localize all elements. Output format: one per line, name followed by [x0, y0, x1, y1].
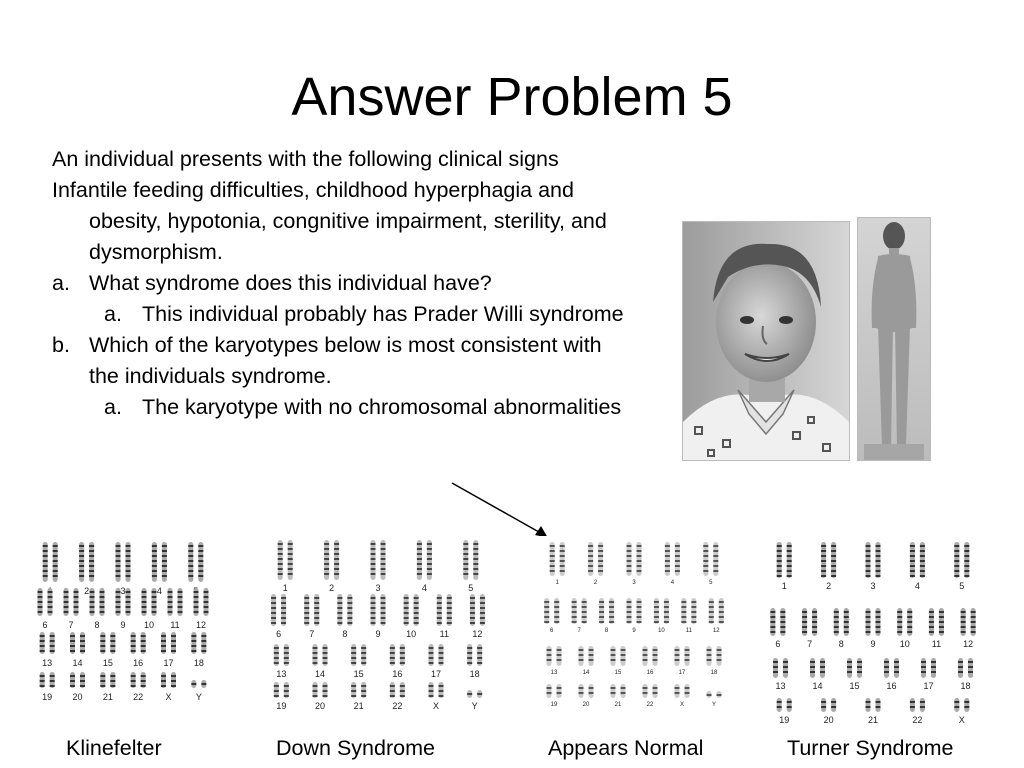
chromosome-number: 11 — [170, 620, 180, 630]
chromosome-pair — [810, 658, 825, 678]
answer-b-marker: a. — [104, 395, 122, 419]
chromosome-pair — [707, 646, 722, 666]
intro-text: An individual presents with the following clinical signs — [52, 147, 559, 171]
chromosome-number: 10 — [406, 629, 417, 639]
chromosome-pair — [161, 672, 176, 688]
chromosome-pair — [834, 608, 849, 636]
chromosome-number: 6 — [775, 639, 781, 649]
chromosome-number: 2 — [329, 583, 335, 593]
answer-b-text: The karyotype with no chromosomal abnormalities — [142, 395, 622, 419]
chromosome-number: 3 — [870, 581, 876, 591]
chromosome-pair — [194, 588, 209, 616]
chromosome-pair — [707, 691, 722, 698]
chromosome-pair — [191, 632, 206, 654]
chromosome-pair — [100, 632, 115, 654]
chromosome-number: 8 — [604, 628, 609, 634]
chromosome-pair — [929, 608, 944, 636]
bullet-list — [52, 144, 632, 423]
chromosome-pair — [467, 644, 482, 666]
chromosome-number: 8 — [838, 639, 844, 649]
chromosome-pair — [961, 608, 976, 636]
chromosome-number: 17 — [923, 681, 934, 691]
chromosome-pair — [547, 684, 562, 698]
chromosome-number: 7 — [577, 628, 581, 634]
chromosome-pair — [142, 588, 157, 616]
chromosome-pair — [131, 672, 146, 688]
chromosome-pair — [681, 598, 696, 624]
chromosome-pair — [921, 658, 936, 678]
chromosome-number: 22 — [133, 692, 144, 702]
chromosome-pair — [417, 540, 432, 580]
chromosome-number: 12 — [472, 629, 483, 639]
question-b-marker: b. — [52, 333, 70, 357]
chromosome-pair — [773, 658, 788, 678]
answer-a — [52, 299, 632, 330]
chromosome-pair — [627, 598, 642, 624]
chromosome-number: 1 — [282, 583, 288, 593]
chromosome-number: 11 — [931, 639, 942, 649]
chromosome-pair — [572, 598, 587, 624]
chromosome-number: X — [432, 701, 440, 711]
chromosome-number: 20 — [582, 702, 590, 708]
chromosome-number: 18 — [710, 670, 718, 676]
chromosome-number: 17 — [678, 670, 686, 676]
caption-down-syndrome: Down Syndrome — [276, 736, 435, 760]
chromosome-number: 15 — [102, 658, 113, 668]
chromosome-number: 13 — [775, 681, 786, 691]
chromosome-number: X — [165, 692, 172, 702]
chromosome-pair — [70, 632, 85, 654]
chromosome-pair — [643, 646, 658, 666]
chromosome-number: 6 — [276, 629, 282, 639]
chromosome-pair — [116, 542, 131, 582]
chromosome-pair — [770, 608, 785, 636]
chromosome-number: 13 — [276, 669, 287, 679]
chromosome-pair — [847, 658, 862, 678]
chromosome-pair — [544, 598, 559, 624]
chromosome-pair — [168, 588, 183, 616]
chromosome-number: 11 — [685, 628, 692, 634]
chromosome-pair — [152, 542, 167, 582]
chromosome-pair — [304, 594, 319, 626]
chromosome-pair — [100, 672, 115, 688]
chromosome-number: 9 — [375, 629, 381, 639]
chromosome-number: 7 — [807, 639, 813, 649]
chromosome-number: 16 — [392, 669, 403, 679]
chromosome-pair — [313, 682, 328, 698]
chromosome-pair — [579, 684, 594, 698]
chromosome-pair — [188, 542, 203, 582]
chromosome-number: 7 — [309, 629, 315, 639]
chromosome-number: 18 — [960, 681, 971, 691]
chromosome-pair — [274, 644, 289, 666]
chromosome-pair — [627, 542, 642, 576]
chromosome-pair — [777, 698, 792, 712]
chromosome-number: Y — [711, 702, 717, 708]
chromosome-number: 19 — [779, 715, 790, 725]
chromosome-number: Y — [195, 692, 202, 702]
chromosome-number: 14 — [314, 669, 326, 679]
chromosome-pair — [910, 698, 925, 712]
chromosome-pair — [675, 684, 690, 698]
chromosome-pair — [463, 540, 478, 580]
chromosome-number: 15 — [614, 670, 622, 676]
chromosome-pair — [802, 608, 817, 636]
chromosome-number: 5 — [709, 580, 713, 586]
question-a-text: What syndrome does this individual have? — [89, 271, 492, 295]
chromosome-pair — [437, 594, 452, 626]
chromosome-number: 16 — [133, 658, 144, 668]
chromosome-number: 12 — [963, 639, 974, 649]
chromosome-pair — [313, 644, 328, 666]
chromosome-pair — [161, 632, 176, 654]
chromosome-number: 1 — [781, 581, 787, 591]
chromosome-pair — [371, 540, 386, 580]
chromosome-pair — [429, 644, 444, 666]
chromosome-pair — [665, 542, 680, 576]
chromosome-pair — [821, 698, 836, 712]
chromosome-pair — [271, 594, 286, 626]
chromosome-pair — [547, 646, 562, 666]
chromosome-number: 14 — [812, 681, 823, 691]
chromosome-number: 5 — [959, 581, 965, 591]
chromosome-pair — [40, 672, 55, 688]
question-b-text: Which of the karyotypes below is most consistent with the individuals syndrome. — [89, 333, 602, 388]
chromosome-pair — [371, 594, 386, 626]
answer-a-text: This individual probably has Prader Willi syndrome — [142, 302, 624, 326]
caption-appears-normal: Appears Normal — [548, 736, 704, 760]
chromosome-number: 16 — [886, 681, 897, 691]
chromosome-pair — [390, 644, 405, 666]
chromosome-number: 20 — [72, 692, 83, 702]
chromosome-pair — [599, 598, 614, 624]
chromosome-pair — [274, 682, 289, 698]
chromosome-pair — [429, 682, 444, 698]
chromosome-pair — [64, 588, 79, 616]
chromosome-pair — [390, 682, 405, 698]
chromosome-number: 3 — [632, 580, 636, 586]
chromosome-number: 17 — [163, 658, 174, 668]
chromosome-number: 2 — [84, 586, 90, 596]
chromosome-number: 4 — [156, 586, 162, 596]
chromosome-pair — [777, 542, 792, 578]
chromosome-pair — [70, 672, 85, 688]
chromosome-pair — [897, 608, 912, 636]
chromosome-pair — [351, 644, 366, 666]
chromosome-number: 3 — [375, 583, 381, 593]
chromosome-pair — [470, 594, 485, 626]
karyotype-klinefelter — [32, 536, 214, 726]
chromosome-number: 4 — [914, 581, 920, 591]
caption-turner-syndrome: Turner Syndrome — [787, 736, 954, 760]
chromosome-number: 13 — [550, 670, 558, 676]
chromosome-number: 18 — [193, 658, 204, 668]
answer-a-marker: a. — [104, 302, 122, 326]
chromosome-pair — [709, 598, 724, 624]
chromosome-number: 10 — [143, 620, 155, 630]
chromosome-pair — [579, 646, 594, 666]
chromosome-pair — [866, 698, 881, 712]
chromosome-number: X — [679, 702, 685, 708]
full-body-photo — [857, 217, 931, 461]
chromosome-number: 10 — [658, 628, 665, 634]
chromosome-number: 21 — [353, 701, 364, 711]
chromosome-number: 2 — [593, 580, 598, 586]
chromosome-number: 19 — [550, 702, 558, 708]
chromosome-pair — [38, 588, 53, 616]
chromosome-number: 3 — [120, 586, 126, 596]
slide-title: Answer Problem 5 — [291, 67, 733, 127]
karyotype-down-syndrome — [262, 536, 494, 726]
chromosome-pair — [954, 542, 969, 578]
chromosome-number: 9 — [870, 639, 876, 649]
chromosome-number: 2 — [826, 581, 832, 591]
chromosome-number: 22 — [646, 702, 654, 708]
chromosome-pair — [866, 542, 881, 578]
chromosome-number: 10 — [899, 639, 910, 649]
caption-klinefelter: Klinefelter — [66, 736, 162, 760]
chromosome-pair — [588, 542, 603, 576]
chromosome-pair — [278, 540, 293, 580]
chromosome-number: 1 — [555, 580, 559, 586]
chromosome-number: 4 — [670, 580, 675, 586]
chromosome-pair — [866, 608, 881, 636]
chromosome-number: 20 — [314, 701, 326, 711]
chromosome-pair — [550, 542, 565, 576]
chromosome-pair — [958, 658, 973, 678]
chromosome-number: 14 — [72, 658, 83, 668]
chromosome-pair — [337, 594, 352, 626]
chromosome-pair — [910, 542, 925, 578]
chromosome-number: 12 — [195, 620, 207, 630]
chromosome-number: 8 — [342, 629, 348, 639]
chromosome-number: 11 — [439, 629, 449, 639]
chromosome-pair — [703, 542, 718, 576]
chromosome-number: 9 — [632, 628, 636, 634]
chromosome-number: 4 — [421, 583, 427, 593]
chromosome-pair — [79, 542, 94, 582]
chromosome-pair — [611, 646, 626, 666]
chromosome-pair — [43, 542, 58, 582]
chromosome-pair — [884, 658, 899, 678]
chromosome-pair — [351, 682, 366, 698]
karyotype-appears-normal — [538, 536, 730, 726]
chromosome-number: 16 — [646, 670, 654, 676]
chromosome-number: 7 — [68, 620, 74, 630]
chromosome-number: 15 — [849, 681, 860, 691]
chromosome-number: 6 — [42, 620, 48, 630]
chromosome-number: 9 — [120, 620, 126, 630]
chromosome-number: 8 — [94, 620, 100, 630]
chromosome-pair — [131, 632, 146, 654]
chromosome-number: 6 — [550, 628, 554, 634]
chromosome-number: 21 — [867, 715, 879, 725]
chromosome-number: 15 — [353, 669, 364, 679]
chromosome-number: 21 — [102, 692, 113, 702]
chromosome-pair — [675, 646, 690, 666]
chromosome-pair — [954, 698, 969, 712]
chromosome-number: X — [958, 715, 965, 725]
chromosome-number: 21 — [614, 702, 622, 708]
chromosome-pair — [821, 542, 836, 578]
chromosome-pair — [643, 684, 658, 698]
chromosome-number: 22 — [912, 715, 923, 725]
question-b — [52, 330, 632, 392]
chromosome-pair — [611, 684, 626, 698]
chromosome-pair — [467, 690, 482, 698]
chromosome-number: 14 — [582, 670, 590, 676]
clinical-signs-text: Infantile feeding difficulties, childhood hyperphagia and obesity, hypotonia, congnitive impairment, sterility, and dysmorphism. — [52, 178, 607, 264]
chromosome-pair — [404, 594, 419, 626]
chromosome-number: 12 — [712, 628, 720, 634]
portrait-photo — [682, 221, 850, 461]
chromosome-pair — [90, 588, 105, 616]
chromosome-number: 20 — [823, 715, 834, 725]
chromosome-pair — [40, 632, 55, 654]
chromosome-number: 19 — [276, 701, 287, 711]
chromosome-number: 22 — [392, 701, 403, 711]
question-a-marker: a. — [52, 271, 70, 295]
chromosome-number: 18 — [469, 669, 480, 679]
chromosome-pair — [324, 540, 339, 580]
chromosome-number: 13 — [42, 658, 53, 668]
chromosome-number: 17 — [430, 669, 442, 679]
chromosome-pair — [191, 680, 206, 688]
chromosome-number: Y — [471, 701, 478, 711]
chromosome-pair — [654, 598, 669, 624]
chromosome-number: 5 — [468, 583, 474, 593]
chromosome-number: 19 — [42, 692, 53, 702]
karyotype-turner-syndrome — [762, 536, 984, 726]
question-a — [52, 268, 632, 299]
answer-b — [52, 392, 632, 423]
